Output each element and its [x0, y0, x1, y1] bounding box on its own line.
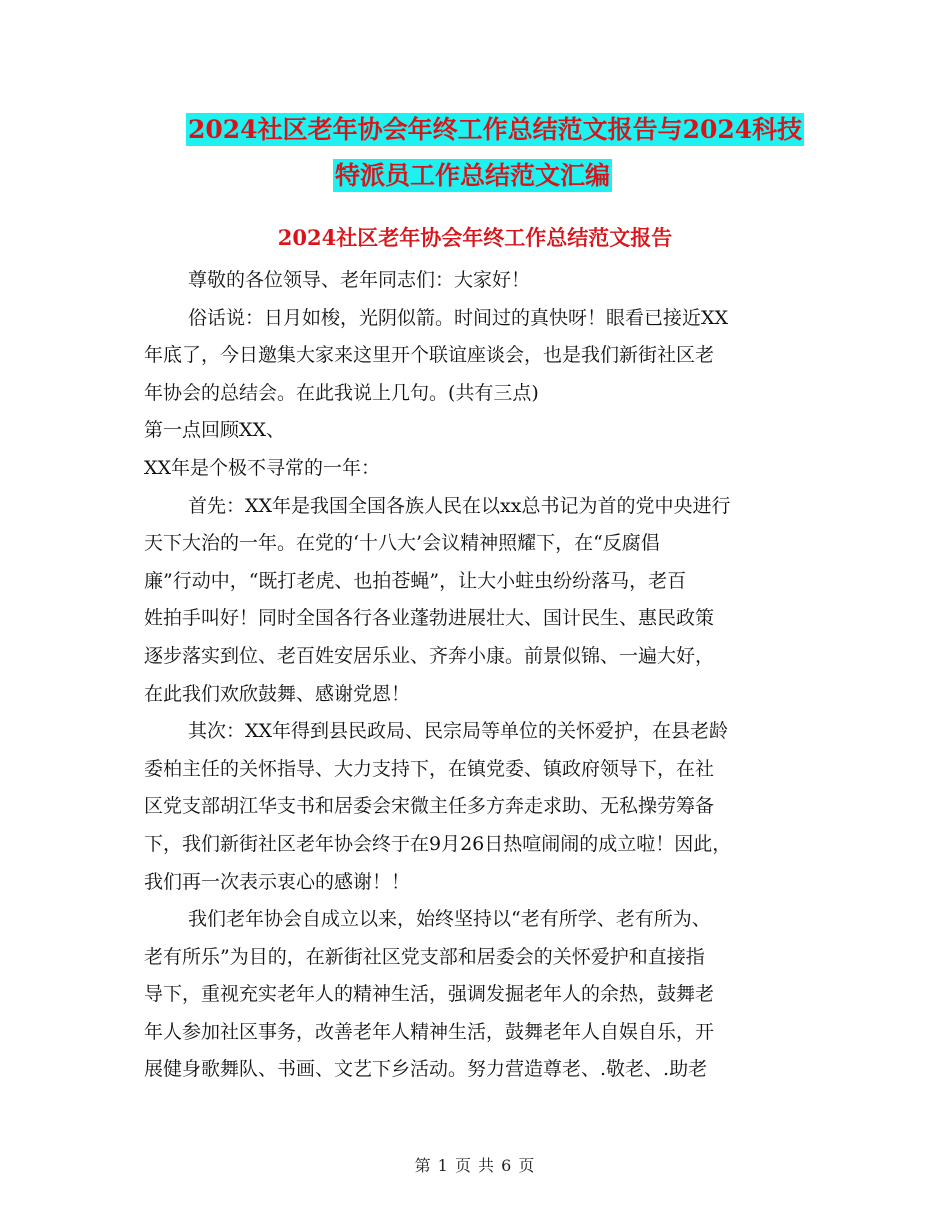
- body-text-line: 廉”行动中，“既打老虎、也拍苍蝇”，让大小蛀虫纷纷落马，老百: [144, 569, 687, 592]
- body-text-line: 在此我们欢欣鼓舞、感谢党恩！: [144, 682, 411, 705]
- page-number-footer: 第 1 页 共 6 页: [414, 1156, 536, 1175]
- section-heading: 2024社区老年协会年终工作总结范文报告: [277, 225, 673, 250]
- body-text-line: 区党支部胡江华支书和居委会宋微主任多方奔走求助、无私操劳筹备: [144, 795, 715, 818]
- body-text-line: 年底了，今日邀集大家来这里开个联谊座谈会，也是我们新街社区老: [144, 344, 715, 367]
- body-text-line: 老有所乐”为目的，在新街社区党支部和居委会的关怀爱护和直接指: [144, 945, 705, 968]
- body-text-line: 导下，重视充实老年人的精神生活，强调发掘老年人的余热，鼓舞老: [144, 983, 715, 1006]
- title-highlight: 特派员工作总结范文汇编: [335, 161, 611, 190]
- body-text-line: 尊敬的各位领导、老年同志们：大家好！: [188, 269, 531, 291]
- body-text-line: XX年是个极不寻常的一年：: [144, 456, 381, 479]
- body-text-line: 其次：XX年得到县民政局、民宗局等单位的关怀爱护，在县老龄: [188, 720, 729, 743]
- document-title-line-1: [186, 106, 886, 154]
- body-text-line: 姓拍手叫好！同时全国各行各业蓬勃进展壮大、国计民生、惠民政策: [144, 607, 715, 630]
- body-text-line: 年人参加社区事务，改善老年人精神生活，鼓舞老年人自娱自乐，开: [144, 1020, 715, 1043]
- body-text-line: 第一点回顾XX、: [144, 419, 286, 442]
- body-text-line: 我们再一次表示衷心的感谢！！: [144, 870, 411, 893]
- body-text-line: 俗话说：日月如梭，光阴似箭。时间过的真快呀！眼看已接近XX: [188, 306, 729, 329]
- body-text-line: 展健身歌舞队、书画、文艺下乡活动。努力营造尊老、.敬老、.助老: [144, 1058, 708, 1081]
- title-highlight: 2024社区老年协会年终工作总结范文报告与2024科技: [188, 115, 803, 144]
- document-title-line-2: [333, 152, 950, 200]
- body-text-line: 首先：XX年是我国全国各族人民在以xx总书记为首的党中央进行: [188, 494, 731, 517]
- body-text-line: 我们老年协会自成立以来，始终坚持以“老有所学、老有所为、: [188, 908, 711, 931]
- body-text-line: 委柏主任的关怀指导、大力支持下，在镇党委、镇政府领导下，在社: [144, 757, 715, 780]
- body-text-line: 年协会的总结会。在此我说上几句。(共有三点): [144, 381, 539, 404]
- body-text-line: 逐步落实到位、老百姓安居乐业、齐奔小康。前景似锦、一遍大好，: [144, 644, 715, 667]
- body-text-line: 天下大治的一年。在党的‘十八大’会议精神照耀下，在“反腐倡: [144, 532, 660, 555]
- document-body: [144, 262, 812, 1089]
- body-text-line: 下，我们新街社区老年协会终于在9月26日热喧闹闹的成立啦！因此，: [144, 832, 732, 855]
